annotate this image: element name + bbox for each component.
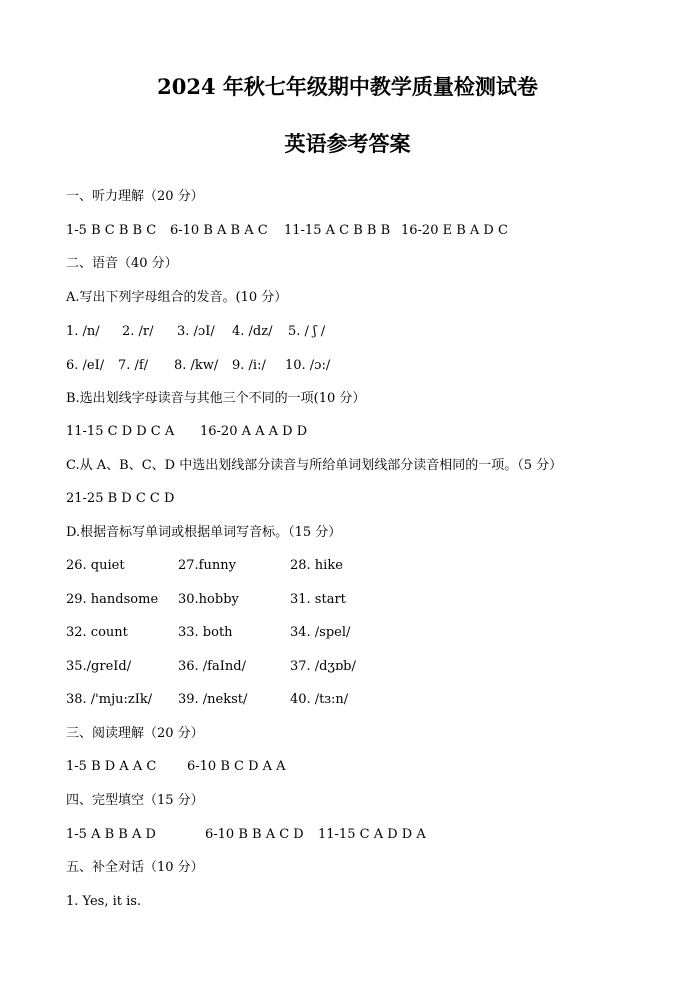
word-answer: 33. both — [178, 625, 233, 640]
word-answer: 40. /tɜ:n/ — [290, 692, 349, 707]
answer-group: 16-20 E B A D C — [401, 223, 508, 238]
subsection-heading-a: A.写出下列字母组合的发音。(10 分） — [66, 290, 288, 305]
word-answer: 29. handsome — [66, 592, 159, 607]
answer-group: 11-15 C D D C A — [66, 424, 175, 439]
subsection-heading-d: D.根据音标写单词或根据单词写音标。（15 分） — [66, 525, 342, 540]
word-answer: 36. /faInd/ — [178, 659, 246, 674]
phonetic-answer: 1. /n/ — [66, 324, 100, 339]
answer-group: 11-15 C A D D A — [318, 827, 426, 842]
answer-group: 6-10 B C D A A — [187, 759, 286, 774]
answer-group: 6-10 B A B A C — [170, 223, 268, 238]
word-answer: 38. /'mju:zIk/ — [66, 692, 153, 707]
answer-group: 1-5 B C B B C — [66, 223, 157, 238]
answer-group: 21-25 B D C C D — [66, 491, 175, 506]
word-answer: 26. quiet — [66, 558, 125, 573]
word-answer: 27.funny — [178, 558, 236, 573]
word-answer: 32. count — [66, 625, 128, 640]
exam-title: 2024 年秋七年级期中教学质量检测试卷 — [157, 74, 538, 99]
answer-key-subtitle: 英语参考答案 — [284, 131, 411, 156]
word-answer: 31. start — [290, 592, 346, 607]
section-heading-cloze: 四、完型填空（15 分） — [66, 793, 204, 808]
section-heading-listening: 一、听力理解（20 分） — [66, 189, 204, 204]
dialogue-answer: 1. Yes, it is. — [66, 894, 142, 909]
word-answer: 35./greId/ — [66, 659, 132, 674]
word-answer: 34. /spel/ — [290, 625, 351, 640]
word-answer: 28. hike — [290, 558, 343, 573]
answer-group: 11-15 A C B B B — [284, 223, 391, 238]
word-answer: 30.hobby — [178, 592, 239, 607]
phonetic-answer: 2. /r/ — [122, 324, 154, 339]
phonetic-answer: 3. /ɔI/ — [177, 324, 215, 339]
phonetic-answer: 7. /f/ — [118, 358, 149, 373]
answer-group: 1-5 A B B A D — [66, 827, 156, 842]
phonetic-answer: 9. /i:/ — [232, 358, 266, 373]
phonetic-answer: 8. /kw/ — [174, 358, 219, 373]
phonetic-answer: 4. /dz/ — [232, 324, 273, 339]
section-heading-dialogue: 五、补全对话（10 分） — [66, 860, 204, 875]
subsection-heading-b: B.选出划线字母读音与其他三个不同的一项(10 分） — [66, 391, 366, 406]
answer-group: 1-5 B D A A C — [66, 759, 157, 774]
phonetic-answer: 6. /eI/ — [66, 358, 105, 373]
phonetic-answer: 10. /ɔ:/ — [285, 358, 331, 373]
section-heading-reading: 三、阅读理解（20 分） — [66, 726, 204, 741]
section-heading-phonetics: 二、语音（40 分） — [66, 256, 178, 271]
word-answer: 37. /dʒɒb/ — [290, 659, 356, 674]
phonetic-answer: 5. / ʃ / — [288, 324, 326, 339]
answer-group: 6-10 B B A C D — [205, 827, 304, 842]
word-answer: 39. /nekst/ — [178, 692, 248, 707]
subsection-heading-c: C.从 A、B、C、D 中选出划线部分读音与所给单词划线部分读音相同的一项。（5 分） — [66, 458, 563, 473]
answer-group: 16-20 A A A D D — [200, 424, 308, 439]
